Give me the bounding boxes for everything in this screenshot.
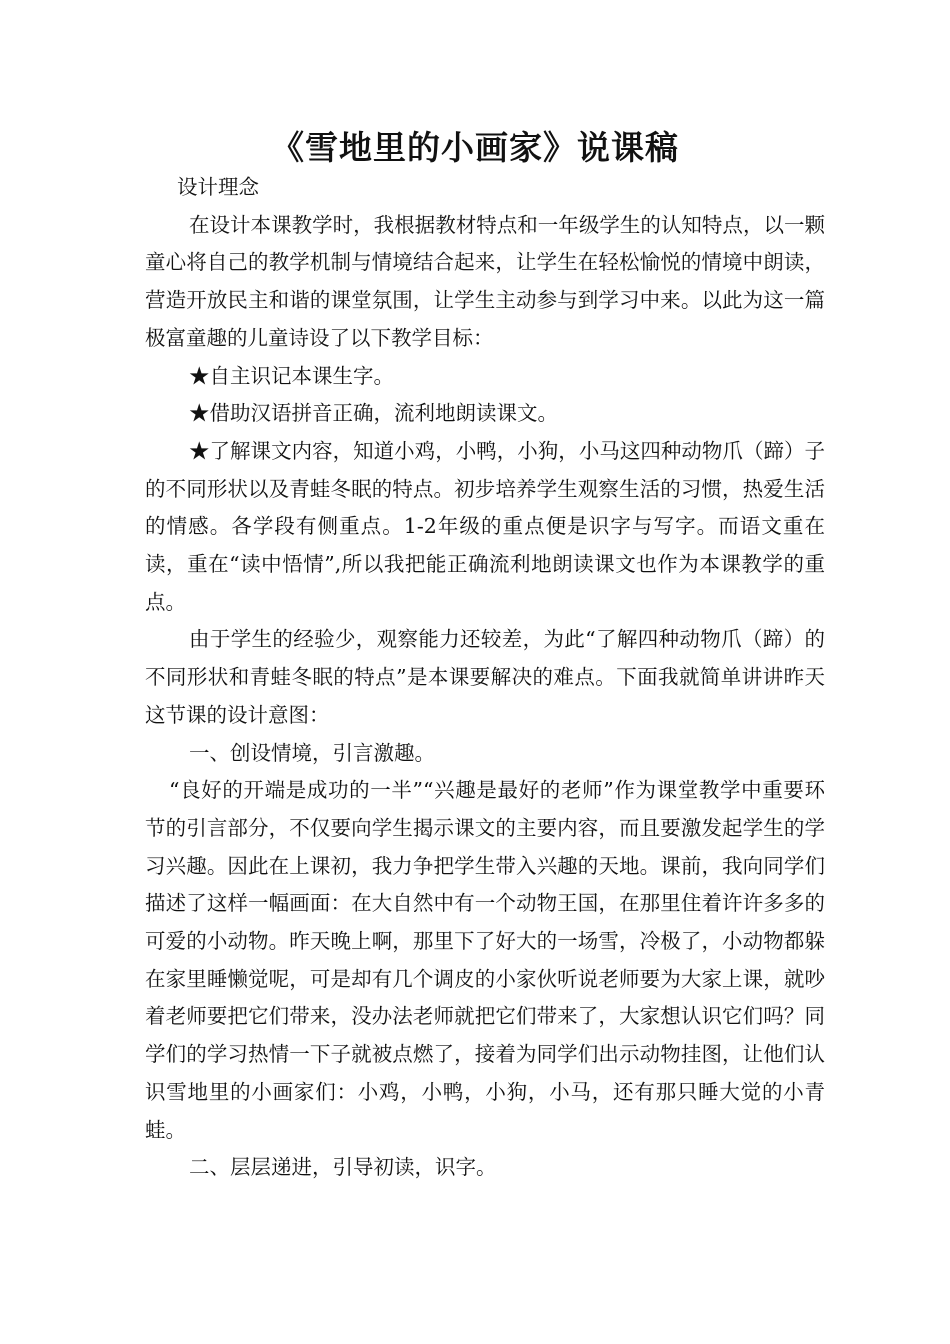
section-heading-2: 二、层层递进，引导初读，识字。 — [189, 1155, 497, 1180]
paragraph-introduction-story: “良好的开端是成功的一半”“兴趣是最好的老师”作为课堂教学中重要环节的引言部分，不仅要向学生揭示课文的主要内容，而且要激发起学生的学习兴趣。因此在上课初，我力争把学生带入兴趣的天地。课前，我向同学们描述了这样一幅画面：在大自然中有一个动物王国，在那里住着许许多多的可爱的小动物。昨天晚上啊，那里下了好大的一场雪，冷极了，小动物都躲在家里睡懒觉呢，可是却有几个调皮的小家伙听说老师要为大家上课，就吵着老师要把它们带来，没办法老师就把它们带来了，大家想认识它们吗？同学们的学习热情一下子就被点燃了，接着为同学们出示动物挂图，让他们认识雪地里的小画家们：小鸡，小鸭，小狗，小马，还有那只睡大觉的小青蛙。 — [145, 778, 825, 1142]
document-body — [145, 169, 825, 1187]
section-heading-1: 一、创设情境，引言激趣。 — [189, 740, 435, 765]
goal-item-1: ★自主识记本课生字。 — [189, 363, 394, 388]
document-title: 《雪地里的小画家》说课稿 — [271, 128, 679, 167]
section-heading-design-concept: 设计理念 — [177, 175, 259, 199]
goal-item-2: ★借助汉语拼音正确，流利地朗读课文。 — [189, 401, 558, 426]
paragraph-design-intro: 在设计本课教学时，我根据教材特点和一年级学生的认知特点，以一颗童心将自己的教学机制与情境结合起来，让学生在轻松愉悦的情境中朗读，营造开放民主和谐的课堂氛围，让学生主动参与到学习中来。以此为这一篇极富童趣的儿童诗设了以下教学目标： — [145, 212, 825, 350]
paragraph-difficulty: 由于学生的经验少，观察能力还较差，为此“了解四种动物爪（蹄）的不同形状和青蛙冬眠的特点”是本课要解决的难点。下面我就简单讲讲昨天这节课的设计意图： — [145, 627, 825, 727]
goal-item-3: ★了解课文内容，知道小鸡，小鸭，小狗，小马这四种动物爪（蹄）子的不同形状以及青蛙冬眠的特点。初步培养学生观察生活的习惯，热爱生活的情感。各学段有侧重点。1-2年级的重点便是识字与写字。而语文重在读，重在“读中悟情”,所以我把能正确流利地朗读课文也作为本课教学的重点。 — [145, 438, 825, 614]
